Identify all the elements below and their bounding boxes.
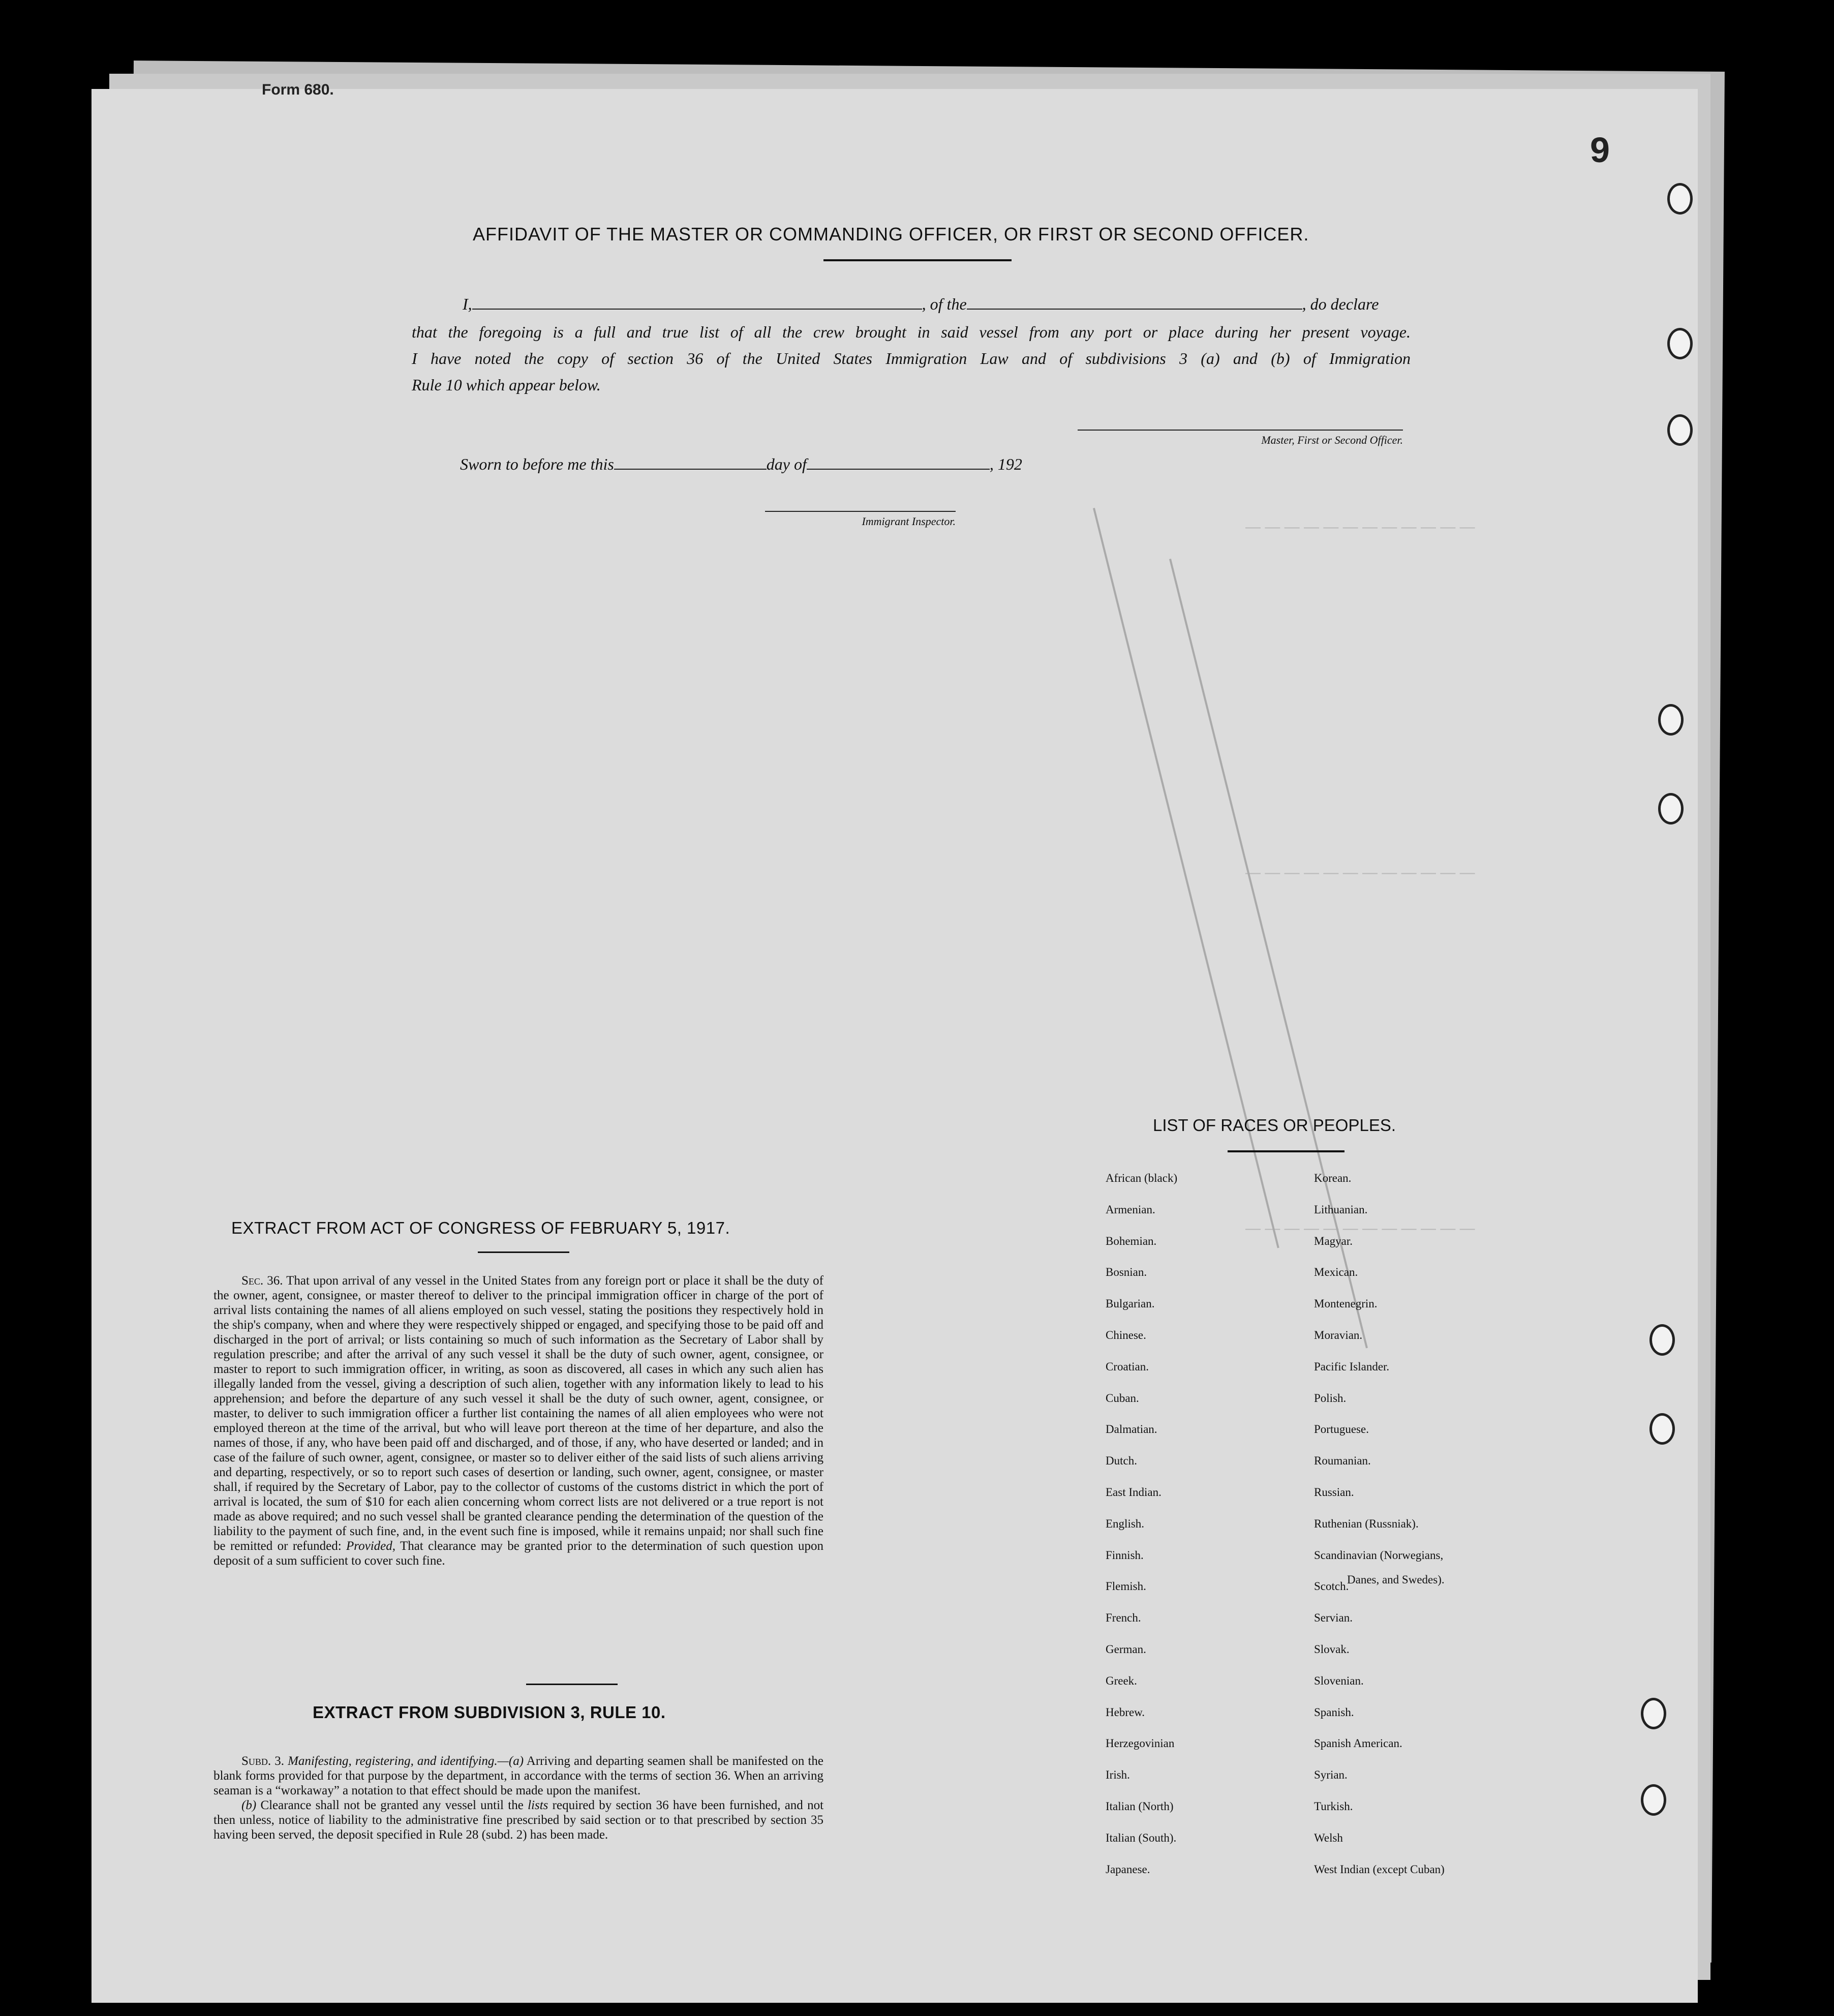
subd-b-text: Clearance shall not be granted any vessel until the (260, 1798, 524, 1812)
month-blank (807, 469, 990, 470)
section-divider (478, 1251, 569, 1253)
day-blank (614, 469, 767, 470)
extract-rule-title: EXTRACT FROM SUBDIVISION 3, RULE 10. (313, 1703, 666, 1722)
form-number: Form 680. (262, 81, 334, 98)
race-item: Japanese. (1106, 1862, 1150, 1876)
provided-label: Provided, (346, 1539, 395, 1553)
subdivision-a (213, 1754, 823, 1798)
punch-hole (1667, 414, 1693, 446)
race-item: Italian (North) (1106, 1800, 1174, 1813)
race-item: Turkish. (1314, 1800, 1353, 1813)
subd-heading: Manifesting, registering, and identifying.— (288, 1754, 509, 1768)
subd-b-lists: lists (528, 1798, 548, 1812)
race-item: Servian. (1314, 1611, 1353, 1625)
race-item: Russian. (1314, 1486, 1354, 1499)
race-item: Portuguese. (1314, 1423, 1369, 1436)
subd-b-label: (b) (241, 1798, 257, 1812)
subd-b-text: required by section 36 have been furnished, and not then unless, notice of liability to the administrative fine prescribed by said section or to that prescribed by section 35 having been served, the deposit specified in Rule 28 (subd. 2) has been made. (213, 1798, 824, 1842)
punch-hole (1649, 1324, 1675, 1356)
race-item: Moravian. (1314, 1329, 1363, 1341)
section-body-end: That clearance may be granted prior to the determination of such question upon deposit of a sum sufficient to cover such fine. (213, 1539, 824, 1568)
race-item: Cuban. (1106, 1391, 1139, 1404)
subdivision-b (213, 1798, 823, 1842)
master-signature-line: Master, First or Second Officer. (1078, 430, 1403, 447)
race-item: Korean. (1314, 1172, 1352, 1184)
subdivision-3-text (213, 1754, 823, 1842)
bleed-through: — — — — — — — — — — — — (1245, 864, 1475, 881)
sworn-text: Sworn to before me this (460, 455, 614, 473)
race-item: French. (1106, 1611, 1141, 1625)
race-item: Hebrew. (1106, 1705, 1145, 1719)
master-name-blank (472, 309, 922, 310)
race-item: Greek. (1106, 1674, 1137, 1687)
bleed-through: — — — — — — — — — — — — (1245, 518, 1475, 535)
section-divider (526, 1684, 618, 1685)
race-item: Spanish. (1314, 1705, 1354, 1719)
sworn-text: , 192 (989, 455, 1022, 473)
subd-a-label: (a) (508, 1754, 524, 1768)
subd-label: Subd. 3. (241, 1754, 284, 1768)
race-item: Ruthenian (Russniak). (1314, 1517, 1419, 1530)
vessel-name-blank (967, 309, 1302, 310)
race-item: Herzegovinian (1106, 1737, 1175, 1750)
race-item: East Indian. (1106, 1486, 1161, 1499)
race-item: Welsh (1314, 1831, 1343, 1844)
race-item: Mexican. (1314, 1266, 1358, 1279)
bleed-through: — — — — — — — — — — — — (1245, 1220, 1475, 1237)
race-item: Pacific Islander. (1314, 1360, 1390, 1373)
section-body: That upon arrival of any vessel in the United States from any foreign port or place it shall be the duty of the owner, agent, consignee, or master thereof to deliver to the principal immigration officer in charge of the port of arrival lists containing the names of all aliens employed on such vessel, stating the positions they respectively hold in the ship's company, when and where they were respectively shipped or engaged, and specifying those to be paid off and discharged in the port of arrival; or lists containing so much of such information as the Secretary of Labor shall by regulation prescribe; and after the arrival of any such vessel it shall be the duty of such owner, agent, consignee, or master to report to such immigration officer, in writing, as soon as discovered, all cases in which any such alien has illegally landed from the vessel, giving a description of such alien, together with any information likely to lead to his apprehension; and before the departure of any such vessel it shall be the duty of such owner, agent, consignee, or master, to deliver to such immigration officer a further list containing the names of all alien employees who were not employed thereon at the time of the arrival, but who will leave port thereon at the time of her departure, and also the names of those, if any, who have been paid off and discharged, and of those, if any, who have deserted or landed; and in case of the failure of such owner, agent, consignee, or master so to deliver either of the said lists of such aliens arriving and departing, respectively, or so to report such cases of desertion or landing, such owner, agent, consignee, or master shall, if required by the Secretary of Labor, pay to the collector of customs of the customs district in which the port of arrival is located, the sum of $10 for each alien concerning whom correct lists are not delivered or a true report is not made as above required; and no such vessel shall be granted clearance pending the determination of the question of the liability to the payment of such fine, and, in the event such fine is imposed, while it remains unpaid; nor shall such fine be remitted or refunded: (213, 1274, 823, 1553)
race-item: Lithuanian. (1314, 1203, 1368, 1216)
punch-hole (1667, 183, 1693, 215)
extract-act-title: EXTRACT FROM ACT OF CONGRESS OF FEBRUARY 5, 1917. (231, 1218, 730, 1237)
race-item: Montenegrin. (1314, 1297, 1378, 1310)
section-label: Sec. 36. (241, 1274, 283, 1288)
races-divider (1228, 1150, 1344, 1152)
punch-hole (1667, 328, 1693, 359)
page-mark: 9 (1590, 130, 1610, 170)
race-item: African (black) (1106, 1172, 1178, 1184)
affidavit-line3: I have noted the copy of section 36 of the United States Immigration Law and of subdivisions 3 (a) and (b) of Immigration (412, 349, 1411, 368)
race-item: Syrian. (1314, 1768, 1348, 1782)
race-item: Bulgarian. (1106, 1297, 1155, 1310)
punch-hole (1658, 704, 1684, 736)
punch-hole (1641, 1784, 1666, 1816)
affidavit-text: , do declare (1302, 295, 1379, 313)
sworn-line (460, 455, 1022, 474)
affidavit-text: , of the (922, 295, 967, 313)
section-36-text (213, 1273, 823, 1568)
race-item: Chinese. (1106, 1329, 1146, 1341)
inspector-signature-line: Immigrant Inspector. (765, 511, 956, 528)
race-item: Dutch. (1106, 1454, 1137, 1468)
race-item: Finnish. (1106, 1548, 1144, 1562)
race-item: Bosnian. (1106, 1266, 1147, 1279)
affidavit-line4: Rule 10 which appear below. (412, 376, 601, 394)
sworn-text: day of (766, 455, 807, 473)
title-divider (823, 259, 1012, 261)
race-item: Slovenian. (1314, 1674, 1364, 1687)
race-item: German. (1106, 1643, 1146, 1656)
race-item: Dalmatian. (1106, 1423, 1157, 1436)
race-item: Polish. (1314, 1391, 1347, 1404)
races-title: LIST OF RACES OR PEOPLES. (1153, 1116, 1396, 1135)
race-item: Scotch. (1314, 1580, 1349, 1593)
affidavit-line2: that the foregoing is a full and true list of all the crew brought in said vessel from any port or place during her present voyage. (412, 323, 1411, 341)
race-item: Roumanian. (1314, 1454, 1371, 1468)
race-item: Flemish. (1106, 1580, 1146, 1593)
race-item: West Indian (except Cuban) (1314, 1862, 1445, 1876)
race-item-continuation: Danes, and Swedes). (1347, 1573, 1445, 1586)
race-item: Armenian. (1106, 1203, 1155, 1216)
race-item: English. (1106, 1517, 1145, 1530)
race-item: Croatian. (1106, 1360, 1149, 1373)
punch-hole (1658, 793, 1684, 824)
punch-hole (1641, 1698, 1666, 1729)
subd-a-text: Arriving and departing seamen shall be manifested on the blank forms provided for that purpose by the department, in accordance with the terms of section 36. When an arriving seaman is a “workaway” a notation to that effect should be made upon the manifest. (213, 1754, 823, 1797)
race-item: Irish. (1106, 1768, 1130, 1782)
race-item: Slovak. (1314, 1643, 1350, 1656)
race-item: Spanish American. (1314, 1737, 1402, 1750)
affidavit-line1 (463, 295, 1379, 314)
punch-hole (1649, 1413, 1675, 1445)
affidavit-title: AFFIDAVIT OF THE MASTER OR COMMANDING OFFICER, OR FIRST OR SECOND OFFICER. (473, 224, 1309, 245)
race-item: Scandinavian (Norwegians, (1314, 1548, 1444, 1562)
race-item: Magyar. (1314, 1234, 1353, 1247)
affidavit-text: I, (463, 295, 472, 313)
race-item: Italian (South). (1106, 1831, 1177, 1844)
race-item: Bohemian. (1106, 1234, 1157, 1247)
